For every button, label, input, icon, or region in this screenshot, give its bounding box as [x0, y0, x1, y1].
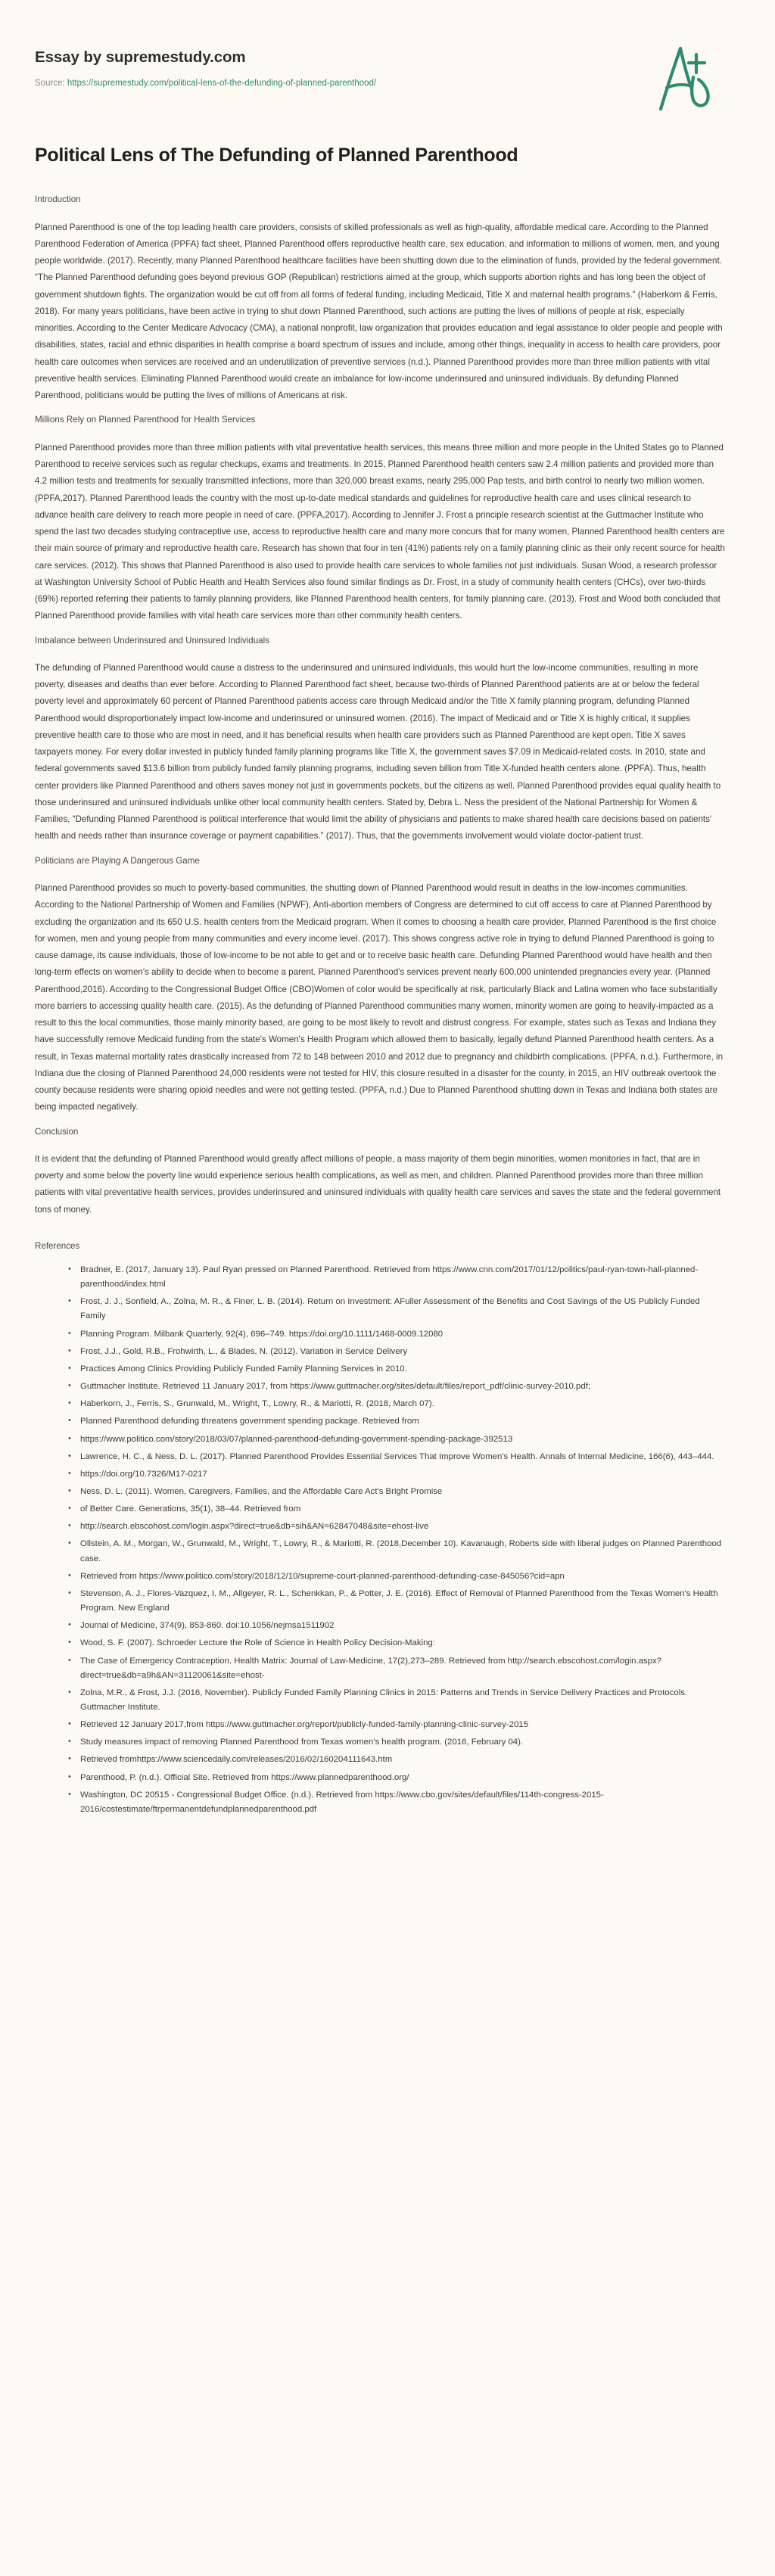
section-heading: Imbalance between Underinsured and Uninsured Individuals: [35, 635, 270, 646]
section-heading: Millions Rely on Planned Parenthood for Health Services: [35, 415, 256, 425]
section-imbalance: [35, 634, 725, 845]
reference-item: • Retrieved 12 January 2017,from https://www.guttmacher.org/report/publicly-funded-family-planning-clinic-survey-2015: [68, 1718, 725, 1732]
section-heading: Politicians are Playing A Dangerous Game: [35, 855, 200, 866]
page-header: [0, 0, 775, 109]
source-url-link[interactable]: https://supremestudy.com/political-lens-of-the-defunding-of-planned-parenthood/: [67, 78, 377, 88]
reference-item: • Frost, J.J., Gold, R.B., Frohwirth, L., & Blades, N. (2012). Variation in Service Delivery: [68, 1345, 725, 1359]
reference-item: • Washington, DC 20515 - Congressional Budget Office. (n.d.). Retrieved from https://www.cbo.gov/sites/default/files/114th-congress-2015-2016/costestimate/ftrpermanentdefundplannedparenthood.pdf: [68, 1788, 725, 1817]
reference-item: • https://doi.org/10.7326/M17-0217: [68, 1467, 725, 1482]
brand-title: Essay by supremestudy.com: [35, 48, 246, 66]
references-heading: References: [35, 1240, 80, 1251]
page-title: Political Lens of The Defunding of Planned Parenthood: [35, 145, 518, 166]
section-paragraph: Planned Parenthood provides more than three million patients with vital preventative health services, this means three million and more people in the United States go to Planned Parenthood to receive services such as regular checkups, exams and treatments. In 2015, Planned Parenthood health centers saw 2.4 million patients and provided more than 4.2 million tests and treatments for sexually transmitted infections, more than 320,000 breast exams, nearly 295,000 Pap tests, and birth control to nearly two million women. (PPFA,2017). Planned Parenthood leads the country with the most up-to-date medical standards and guidelines for reproductive health care and uses clinical research to advance health care delivery to reach more people in need of care. (PPFA,2017). According to Jennifer J. Frost a principle research scientist at the Guttmacher Institute who spend the last two decades studying contraceptive use, access to reproductive health care and many more concurs that for many women, Planned Parenthood health centers are their main source of primary and reproductive health care. Research has shown that four in ten (41%) patients rely on a family planning clinic as their only recent source for health care services. (2012). This shows that Planned Parenthood is also used to provide health care services to whole families not just individuals. Susan Wood, a research professor at Washington University School of Public Health and Health Services also found similar findings as Dr. Frost, in a study of community health centers (CHCs), over two-thirds (69%) reported referring their patients to family planning providers, like Planned Parenthood health centers, for family planning care. (2013). Frost and Wood both concluded that Planned Parenthood provide families with vital heath care services more than other community health centers.: [35, 442, 725, 621]
reference-item: • Wood, S. F. (2007). Schroeder Lecture the Role of Science in Health Policy Decision-Making:: [68, 1636, 725, 1650]
section-politicians: [35, 854, 725, 1116]
header-left: [35, 39, 376, 89]
reference-item: • Practices Among Clinics Providing Publicly Funded Family Planning Services in 2010.: [68, 1362, 725, 1377]
reference-item: • Stevenson, A. J., Flores-Vazquez, I. M., Allgeyer, R. L., Schenkkan, P., & Potter, J. E. (2016). Effect of Removal of Planned Parenthood from the Texas Women's Health Program. New England: [68, 1587, 725, 1616]
section-paragraph: Planned Parenthood is one of the top leading health care providers, consists of skilled professionals as well as high-quality, affordable medical care. According to the Planned Parenthood Federation of America (PPFA) fact sheet, Planned Parenthood offers reproductive health care, sex education, and information to millions of women, men, and young people worldwide. (2017). Recently, many Planned Parenthood healthcare facilities have been shutting down due to the elimination of funds, provided by the federal government. “The Planned Parenthood defunding goes beyond previous GOP (Republican) restrictions aimed at the group, which supports abortion rights and has long been the object of government shutdown fights. The organization would be cut off from all forms of federal funding, including Medicaid, Title X and maternal health programs.” (Haberkorn & Ferris, 2018). For many years politicians, have been active in trying to shut down Planned Parenthood, such actions are putting the lives of millions of people at risk, especially minorities. According to the Center Medicare Advocacy (CMA), a national nonprofit, law organization that provides education and legal assistance to older people and people with disabilities, states, racial and ethnic disparities in health comprise a board spectrum of issues and include, among other things, inequality in access to health care providers, poor health care outcomes when services are received and an underutilization of preventive services (n.d.). Planned Parenthood provides more than three million patients with vital preventive health services. Eliminating Planned Parenthood would create an imbalance for low-income underinsured and uninsured individuals. By defunding Planned Parenthood, politicians would be putting the lives of millions of Americans at risk.: [35, 222, 723, 401]
reference-item: • Guttmacher Institute. Retrieved 11 January 2017, from https://www.guttmacher.org/sites/default/files/report_pdf/clinic-survey-2010.pdf;: [68, 1380, 725, 1394]
reference-item: • Planned Parenthood defunding threatens government spending package. Retrieved from: [68, 1414, 725, 1429]
section-paragraph: Planned Parenthood provides so much to poverty-based communities, the shutting down of Planned Parenthood would result in deaths in the low-incomes communities. According to the National Partnership of Women and Families (NPWF), Anti-abortion members of Congress are determined to cut off access to care at Planned Parenthood by excluding the organization and its 650 U.S. health centers from the Medicaid program. When it comes to choosing a health care provider, Planned Parenthood is the first choice for women, men and young people from many communities and every income level. (2017). This shows congress active role in trying to defund Planned Parenthood is going to cause damage, its cause individuals, those of low-income to be not able to get and or to receive basic health care. Defunding Planned Parenthood would have health and then long-term effects on women's ability to decide when to become a parent. Planned Parenthood's services prevent nearly 600,000 unintended pregnancies every year. (Planned Parenthood,2016). According to the Congressional Budget Office (CBO)Women of color would be specifically at risk, particularly Black and Latina women who face substantially more barriers to accessing quality health care. (2015). As the defunding of Planned Parenthood communities many women, minority women are going to heavily-impacted as a result to this the local communities, those mainly minority based, are going to be most likely to revolt and distrust congress. For example, states such as Texas and Indiana they have successfully remove Medicaid funding from the state's Women's Health Program which allowed them to basically, legally defund Planned Parenthood health centers. As a result, in Texas maternal mortality rates drastically increased from 72 to 148 between 2010 and 2012 due to pregnancy and childbirth complications. (PPFA, n.d.). Furthermore, in Indiana due the closing of Planned Parenthood 24,000 residents were not tested for HIV, this closure resulted in a disaster for the county, in 2015, an HIV outbreak overtook the county because residents were sharing opioid needles and were not getting tested. (PPFA, n.d.) Due to Planned Parenthood shutting down in Texas and Indiana both states are being impacted negatively.: [35, 883, 724, 1112]
section-conclusion: [35, 1125, 725, 1218]
a-plus-logo-icon: [657, 39, 714, 109]
source-label: Source:: [35, 78, 65, 88]
reference-item: • Ollstein, A. M., Morgan, W., Grunwald, M., Wright, T., Lowry, R., & Mariotti, R. (2018,December 10). Kavanaugh, Roberts side with liberal judges on Planned Parenthood case.: [68, 1537, 725, 1566]
reference-item: • Bradner, E. (2017, January 13). Paul Ryan pressed on Planned Parenthood. Retrieved from https://www.cnn.com/2017/01/12/politics/paul-ryan-town-hall-planned-parenthood/index.html: [68, 1263, 725, 1292]
section-heading: Conclusion: [35, 1126, 79, 1137]
reference-item: • Frost, J. J., Sonfield, A., Zolna, M. R., & Finer, L. B. (2014). Return on Investment: AFuller Assessment of the Benefits and Cost Savings of the US Publicly Funded Family: [68, 1295, 725, 1324]
reference-item: • http://search.ebscohost.com/login.aspx?direct=true&db=sih&AN=62847048&site=ehost-live: [68, 1520, 725, 1534]
section-introduction: [35, 193, 725, 404]
reference-item: • Study measures impact of removing Planned Parenthood from Texas women's health program. (2016, February 04).: [68, 1735, 725, 1750]
reference-item: • of Better Care. Generations, 35(1), 38–44. Retrieved from: [68, 1502, 725, 1517]
reference-item: • The Case of Emergency Contraception. Health Matrix: Journal of Law-Medicine, 17(2),273–289. Retrieved from http://search.ebscohost.com/login.aspx?direct=true&db=a9h&AN=31120061&site=ehost-: [68, 1654, 725, 1683]
section-paragraph: It is evident that the defunding of Planned Parenthood would greatly affect millions of people, a mass majority of them begin minorities, women monitories in fact, that are in poverty and some below the poverty line would experience serious health complications, as well as men, and children. Planned Parenthood provides more than three million patients with vital preventative health services, provides underinsured and uninsured individuals with quality health care services and saves the state and the federal government tons of money.: [35, 1153, 721, 1215]
reference-item: • https://www.politico.com/story/2018/03/07/planned-parenthood-defunding-government-spending-package-392513: [68, 1433, 725, 1447]
references-list: [35, 1263, 725, 1817]
reference-item: • Zolna, M.R., & Frost, J.J. (2016, November). Publicly Funded Family Planning Clinics in 2015: Patterns and Trends in Service Delivery Practices and Protocols. Guttmacher Institute.: [68, 1686, 725, 1715]
reference-item: • Parenthood, P. (n.d.). Official Site. Retrieved from https://www.plannedparenthood.org/: [68, 1771, 725, 1785]
reference-item: • Retrieved from https://www.politico.com/story/2018/12/10/supreme-court-planned-parenthood-defunding-case-845056?cid=apn: [68, 1570, 725, 1584]
reference-item: • Ness, D. L. (2011). Women, Caregivers, Families, and the Affordable Care Act's Bright Promise: [68, 1485, 725, 1499]
reference-item: • Journal of Medicine, 374(9), 853-860. doi:10.1056/nejmsa1511902: [68, 1619, 725, 1633]
reference-item: • Retrieved fromhttps://www.sciencedaily.com/releases/2016/02/160204111643.htm: [68, 1753, 725, 1767]
section-paragraph: The defunding of Planned Parenthood would cause a distress to the underinsured and uninsured individuals, this would hurt the low-income communities, resulting in more poverty, diseases and deaths than ever before. According to Planned Parenthood fact sheet, because two-thirds of Planned Parenthood patients are at or below the federal poverty level and approximately 60 percent of Planned Parenthood patients access care through Medicaid and/or the Title X family planning program, defunding Planned Parenthood would disproportionately impact low-income and underinsured or uninsured women. (2016). The impact of Medicaid and or Title X is highly critical, it supplies preventive health care to those who are most in need, and it has beneficial results when health care providers such as Planned Parenthood are kept open. Title X saves taxpayers money. For every dollar invested in publicly funded family planning programs like Title X, the government saves $7.09 in Medicaid-related costs. In 2010, state and federal governments saved $13.6 billion from publicly funded family planning programs, including seven billion from Title X-funded health centers alone. (PPFA). Thus, health center providers like Planned Parenthood and others saves money not just in governments pockets, but the citizens as well. Planned Parenthood provides equal quality health to those underinsured and uninsured individuals unlike other local community health centers. Stated by, Debra L. Ness the president of the National Partnership for Women & Families, “Defunding Planned Parenthood is political interference that would limit the ability of physicians and patients to make shared health care decisions based on patients' health and needs rather than insurance coverage or payment capabilities.” (2017). Thus, that the governments involvement would violate doctor-patient trust.: [35, 662, 721, 842]
section-heading: Introduction: [35, 194, 81, 205]
reference-item: • Haberkorn, J., Ferris, S., Grunwald, M., Wright, T., Lowry, R., & Mariotti, R. (2018, March 07).: [68, 1397, 725, 1411]
document-body: [0, 109, 775, 1850]
reference-item: • Lawrence, H. C., & Ness, D. L. (2017). Planned Parenthood Provides Essential Services That Improve Women's Health. Annals of Internal Medicine, 166(6), 443–444.: [68, 1450, 725, 1464]
source-line: [35, 78, 376, 89]
reference-item: • Planning Program. Milbank Quarterly, 92(4), 696–749. https://doi.org/10.1111/1468-0009.12080: [68, 1327, 725, 1342]
section-millions-rely: [35, 413, 725, 624]
